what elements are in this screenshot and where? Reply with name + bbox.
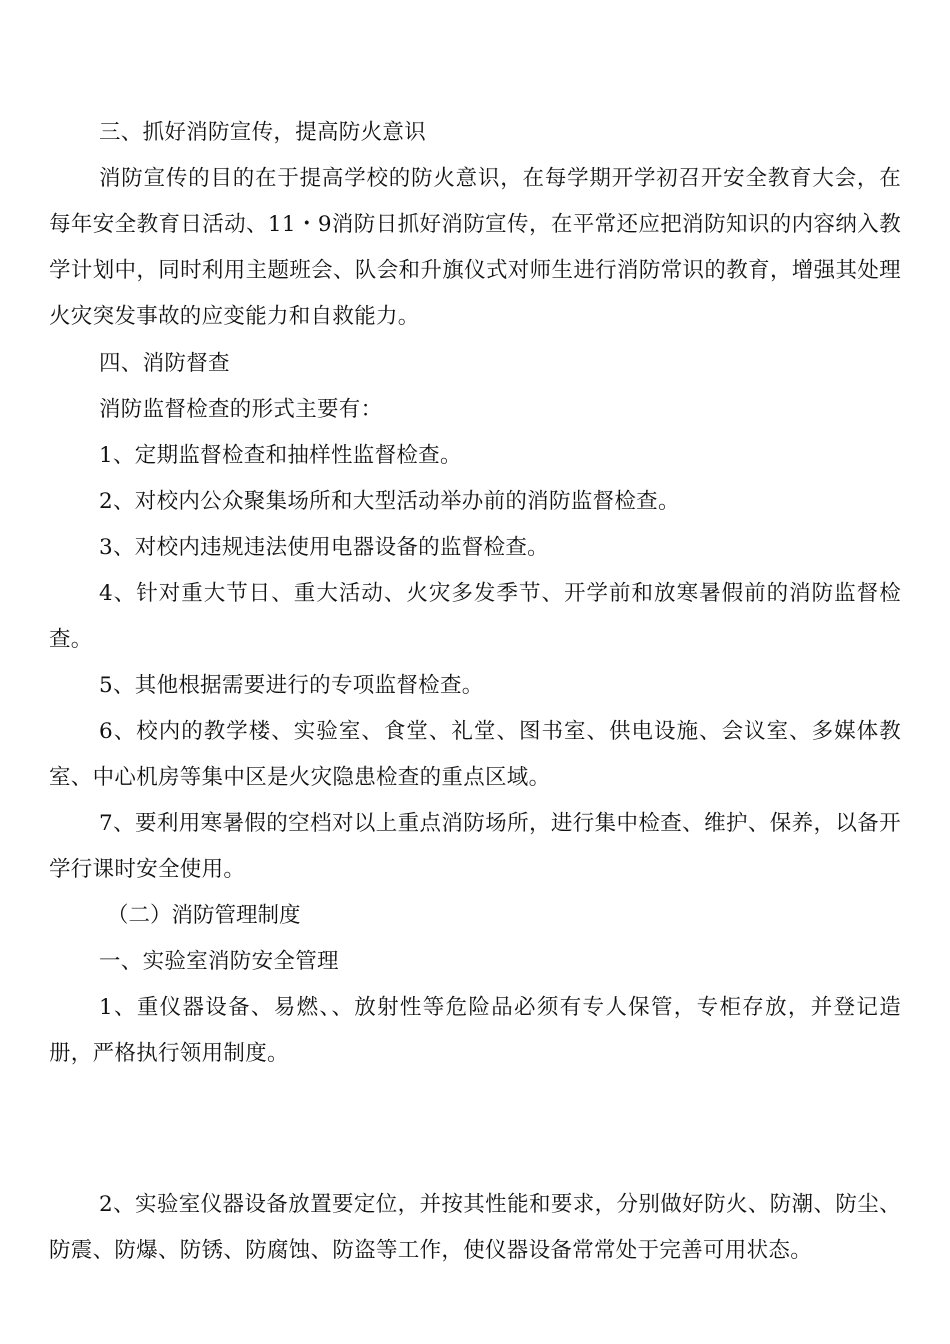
list-item-3: 3、对校内违规违法使用电器设备的监督检查。	[99, 535, 549, 560]
lab-rule-1: 1、重仪器设备、易燃、、放射性等危险品必须有专人保管，专柜存放，并登记造册，严格执行领用制度。	[49, 995, 901, 1066]
paragraph-fire-publicity: 消防宣传的目的在于提高学校的防火意识，在每学期开学初召开安全教育大会，在每年安全教育日活动、11・9消防日抓好消防宣传，在平常还应把消防知识的内容纳入教学计划中，同时利用主题班会、队会和升旗仪式对师生进行消防常识的教育，增强其处理火灾突发事故的应变能力和自救能力。	[49, 166, 901, 329]
list-item-5: 5、其他根据需要进行的专项监督检查。	[99, 673, 484, 698]
section-heading-fire-management-system: （二）消防管理制度	[107, 903, 301, 928]
lab-rule-2: 2、实验室仪器设备放置要定位，并按其性能和要求，分别做好防火、防潮、防尘、防震、防爆、防锈、防腐蚀、防盗等工作，使仪器设备常常处于完善可用状态。	[49, 1192, 901, 1263]
section-heading-lab-fire-safety: 一、实验室消防安全管理	[99, 949, 339, 974]
paragraph-inspection-forms: 消防监督检查的形式主要有：	[99, 397, 383, 422]
list-item-2: 2、对校内公众聚集场所和大型活动举办前的消防监督检查。	[99, 489, 680, 514]
list-item-7: 7、要利用寒暑假的空档对以上重点消防场所，进行集中检查、维护、保养，以备开学行课时安全使用。	[49, 811, 901, 882]
section-heading-fire-publicity: 三、抓好消防宣传，提高防火意识	[99, 120, 427, 145]
list-item-1: 1、定期监督检查和抽样性监督检查。	[99, 443, 462, 468]
section-heading-fire-inspection: 四、消防督查	[99, 351, 230, 376]
list-item-6: 6、校内的教学楼、实验室、食堂、礼堂、图书室、供电设施、会议室、多媒体教室、中心机房等集中区是火灾隐患检查的重点区域。	[49, 719, 901, 790]
list-item-4: 4、针对重大节日、重大活动、火灾多发季节、开学前和放寒暑假前的消防监督检查。	[49, 581, 901, 652]
